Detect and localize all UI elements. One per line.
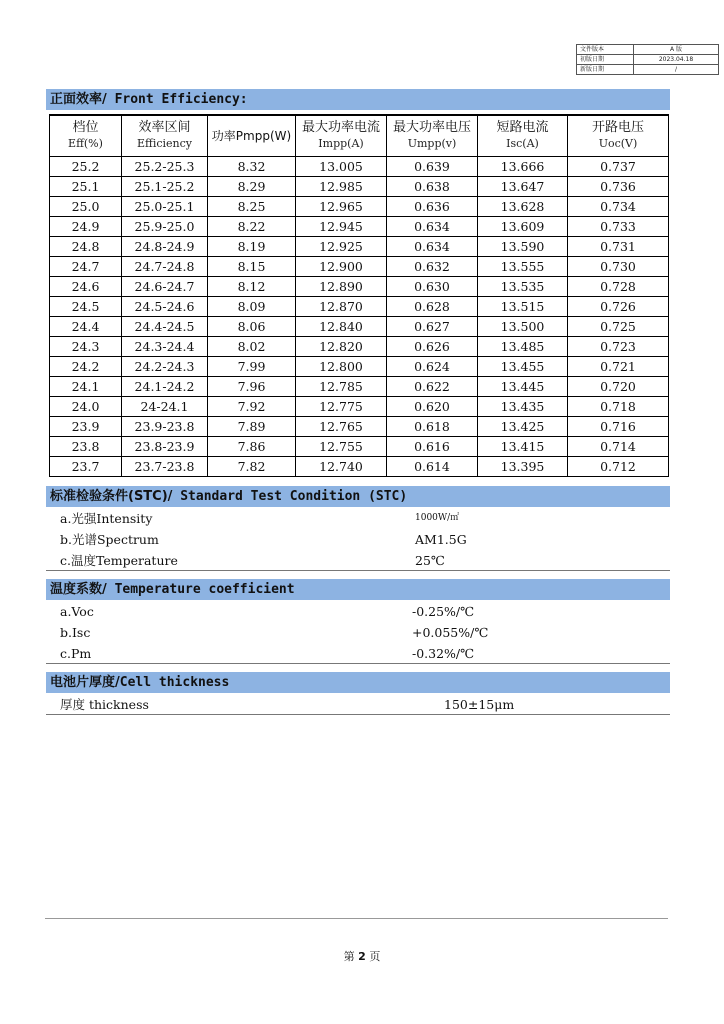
table-row (50, 217, 669, 237)
stc-list (46, 508, 670, 571)
cell-pmpp: 7.96 (208, 377, 296, 397)
cell-umpp: 0.638 (387, 177, 478, 197)
page-number-value: 2 (358, 950, 366, 963)
cell-isc: 13.555 (478, 257, 568, 277)
stc-row-spectrum (46, 529, 670, 550)
new-edition-date-row (577, 65, 719, 75)
cell-pmpp: 8.32 (208, 157, 296, 177)
cell-isc: 13.666 (478, 157, 568, 177)
cell-impp: 12.870 (296, 297, 387, 317)
cell-umpp: 0.622 (387, 377, 478, 397)
new-edition-date-value: / (634, 65, 719, 75)
thickness-row (46, 694, 670, 715)
table-header-row (50, 115, 669, 157)
cell-isc: 13.500 (478, 317, 568, 337)
cell-umpp: 0.630 (387, 277, 478, 297)
cell-pmpp: 8.02 (208, 337, 296, 357)
cell-efficiency-range: 24.3-24.4 (122, 337, 208, 357)
cell-efficiency-range: 24.2-24.3 (122, 357, 208, 377)
cell-impp: 12.890 (296, 277, 387, 297)
temperature-coefficient-title-cn: 温度系数/ (50, 582, 107, 597)
coeff-value: -0.25%/℃ (412, 604, 475, 619)
cell-uoc: 0.712 (568, 457, 669, 477)
temperature-coefficient-title-en: Temperature coefficient (106, 582, 295, 597)
cell-umpp: 0.628 (387, 297, 478, 317)
cell-impp: 12.765 (296, 417, 387, 437)
divider (46, 663, 670, 664)
stc-row-intensity (46, 508, 670, 529)
front-efficiency-title-en: Front Efficiency: (106, 92, 248, 107)
cell-isc: 13.647 (478, 177, 568, 197)
cell-efficiency-range: 24.5-24.6 (122, 297, 208, 317)
cell-uoc: 0.730 (568, 257, 669, 277)
stc-value: AM1.5G (415, 532, 467, 547)
first-edition-date-key: 初版日期 (577, 55, 634, 65)
cell-grade: 24.3 (50, 337, 122, 357)
cell-isc: 13.415 (478, 437, 568, 457)
stc-label: a.光强Intensity (60, 511, 153, 526)
cell-umpp: 0.620 (387, 397, 478, 417)
coeff-label: c.Pm (60, 646, 92, 661)
cell-efficiency-range: 25.2-25.3 (122, 157, 208, 177)
cell-grade: 24.9 (50, 217, 122, 237)
cell-uoc: 0.736 (568, 177, 669, 197)
table-row (50, 237, 669, 257)
cell-umpp: 0.627 (387, 317, 478, 337)
cell-umpp: 0.614 (387, 457, 478, 477)
cell-grade: 24.2 (50, 357, 122, 377)
coeff-value: -0.32%/℃ (412, 646, 475, 661)
cell-uoc: 0.731 (568, 237, 669, 257)
stc-value: 1000W/㎡ (415, 513, 460, 523)
cell-pmpp: 7.86 (208, 437, 296, 457)
header-grade: 档位 Eff(%) (50, 115, 122, 157)
table-row (50, 317, 669, 337)
cell-grade: 24.6 (50, 277, 122, 297)
cell-thickness-title-cn: 电池片厚度/ (50, 675, 120, 690)
header-umpp: 最大功率电压 Umpp(v) (387, 115, 478, 157)
cell-uoc: 0.725 (568, 317, 669, 337)
cell-impp: 12.755 (296, 437, 387, 457)
cell-grade: 24.5 (50, 297, 122, 317)
cell-isc: 13.515 (478, 297, 568, 317)
cell-isc: 13.445 (478, 377, 568, 397)
cell-umpp: 0.639 (387, 157, 478, 177)
cell-pmpp: 7.92 (208, 397, 296, 417)
cell-efficiency-range: 24.6-24.7 (122, 277, 208, 297)
cell-thickness-list (46, 694, 670, 715)
divider (46, 570, 670, 571)
cell-grade: 23.8 (50, 437, 122, 457)
cell-isc: 13.425 (478, 417, 568, 437)
coeff-row-pm (46, 643, 670, 664)
cell-pmpp: 8.06 (208, 317, 296, 337)
cell-pmpp: 8.12 (208, 277, 296, 297)
header-impp: 最大功率电流 Impp(A) (296, 115, 387, 157)
cell-uoc: 0.720 (568, 377, 669, 397)
cell-grade: 24.8 (50, 237, 122, 257)
cell-efficiency-range: 25.1-25.2 (122, 177, 208, 197)
cell-efficiency-range: 24.8-24.9 (122, 237, 208, 257)
cell-pmpp: 7.99 (208, 357, 296, 377)
cell-pmpp: 8.15 (208, 257, 296, 277)
cell-grade: 24.0 (50, 397, 122, 417)
temperature-coefficient-list (46, 601, 670, 664)
version-value: A 版 (634, 45, 719, 55)
cell-impp: 12.740 (296, 457, 387, 477)
cell-uoc: 0.737 (568, 157, 669, 177)
new-edition-date-key: 新版日期 (577, 65, 634, 75)
table-row (50, 157, 669, 177)
cell-isc: 13.435 (478, 397, 568, 417)
cell-isc: 13.395 (478, 457, 568, 477)
cell-grade: 23.9 (50, 417, 122, 437)
cell-isc: 13.535 (478, 277, 568, 297)
thickness-value: 150±15μm (444, 697, 515, 712)
cell-umpp: 0.634 (387, 237, 478, 257)
divider (46, 714, 670, 715)
cell-efficiency-range: 24.7-24.8 (122, 257, 208, 277)
stc-title-en: Standard Test Condition (STC) (172, 489, 408, 504)
cell-grade: 23.7 (50, 457, 122, 477)
cell-pmpp: 7.89 (208, 417, 296, 437)
stc-label: c.温度Temperature (60, 553, 178, 568)
table-row (50, 177, 669, 197)
cell-uoc: 0.718 (568, 397, 669, 417)
cell-umpp: 0.616 (387, 437, 478, 457)
stc-label: b.光谱Spectrum (60, 532, 159, 547)
front-efficiency-table (49, 114, 669, 477)
cell-impp: 12.965 (296, 197, 387, 217)
cell-pmpp: 7.82 (208, 457, 296, 477)
cell-efficiency-range: 24-24.1 (122, 397, 208, 417)
cell-uoc: 0.723 (568, 337, 669, 357)
cell-impp: 12.800 (296, 357, 387, 377)
cell-isc: 13.455 (478, 357, 568, 377)
temperature-coefficient-header (46, 579, 670, 600)
version-key: 文件版本 (577, 45, 634, 55)
header-pmpp: 功率Pmpp(W) (208, 115, 296, 157)
cell-uoc: 0.733 (568, 217, 669, 237)
front-efficiency-table-body (50, 157, 669, 477)
version-row (577, 45, 719, 55)
footer-divider (45, 918, 668, 919)
cell-impp: 12.945 (296, 217, 387, 237)
cell-grade: 24.4 (50, 317, 122, 337)
cell-pmpp: 8.19 (208, 237, 296, 257)
document-version-box (576, 44, 719, 75)
header-isc: 短路电流 Isc(A) (478, 115, 568, 157)
cell-isc: 13.628 (478, 197, 568, 217)
table-row (50, 337, 669, 357)
table-row (50, 377, 669, 397)
cell-umpp: 0.632 (387, 257, 478, 277)
stc-value: 25℃ (415, 553, 445, 568)
cell-grade: 24.1 (50, 377, 122, 397)
header-uoc: 开路电压 Uoc(V) (568, 115, 669, 157)
cell-uoc: 0.726 (568, 297, 669, 317)
coeff-label: a.Voc (60, 604, 94, 619)
table-row (50, 277, 669, 297)
cell-impp: 12.840 (296, 317, 387, 337)
cell-uoc: 0.728 (568, 277, 669, 297)
cell-impp: 13.005 (296, 157, 387, 177)
cell-uoc: 0.714 (568, 437, 669, 457)
coeff-label: b.Isc (60, 625, 91, 640)
table-row (50, 297, 669, 317)
cell-uoc: 0.734 (568, 197, 669, 217)
cell-grade: 25.1 (50, 177, 122, 197)
cell-umpp: 0.618 (387, 417, 478, 437)
front-efficiency-header (46, 89, 670, 110)
cell-impp: 12.785 (296, 377, 387, 397)
cell-impp: 12.900 (296, 257, 387, 277)
cell-pmpp: 8.29 (208, 177, 296, 197)
table-row (50, 417, 669, 437)
cell-impp: 12.925 (296, 237, 387, 257)
coeff-row-voc (46, 601, 670, 622)
cell-umpp: 0.634 (387, 217, 478, 237)
table-row (50, 357, 669, 377)
cell-uoc: 0.716 (568, 417, 669, 437)
cell-grade: 24.7 (50, 257, 122, 277)
stc-title-cn: 标准检验条件(STC)/ (50, 489, 173, 504)
cell-impp: 12.985 (296, 177, 387, 197)
cell-isc: 13.590 (478, 237, 568, 257)
cell-uoc: 0.721 (568, 357, 669, 377)
page-number (0, 948, 724, 964)
table-row (50, 457, 669, 477)
cell-umpp: 0.624 (387, 357, 478, 377)
cell-efficiency-range: 23.8-23.9 (122, 437, 208, 457)
coeff-value: +0.055%/℃ (412, 625, 489, 640)
cell-umpp: 0.626 (387, 337, 478, 357)
cell-pmpp: 8.22 (208, 217, 296, 237)
cell-isc: 13.609 (478, 217, 568, 237)
cell-efficiency-range: 23.7-23.8 (122, 457, 208, 477)
cell-efficiency-range: 24.1-24.2 (122, 377, 208, 397)
cell-isc: 13.485 (478, 337, 568, 357)
page-suffix: 页 (365, 950, 381, 963)
first-edition-date-value: 2023.04.18 (634, 55, 719, 65)
cell-efficiency-range: 23.9-23.8 (122, 417, 208, 437)
page-prefix: 第 (343, 950, 359, 963)
cell-pmpp: 8.25 (208, 197, 296, 217)
cell-efficiency-range: 24.4-24.5 (122, 317, 208, 337)
table-row (50, 397, 669, 417)
stc-row-temperature (46, 550, 670, 571)
cell-impp: 12.775 (296, 397, 387, 417)
cell-pmpp: 8.09 (208, 297, 296, 317)
stc-header (46, 486, 670, 507)
front-efficiency-title-cn: 正面效率/ (50, 92, 107, 107)
cell-grade: 25.0 (50, 197, 122, 217)
cell-umpp: 0.636 (387, 197, 478, 217)
coeff-row-isc (46, 622, 670, 643)
cell-thickness-title-en: Cell thickness (119, 675, 230, 690)
cell-thickness-header (46, 672, 670, 693)
header-efficiency-range: 效率区间 Efficiency (122, 115, 208, 157)
table-row (50, 437, 669, 457)
cell-efficiency-range: 25.0-25.1 (122, 197, 208, 217)
first-edition-date-row (577, 55, 719, 65)
cell-impp: 12.820 (296, 337, 387, 357)
table-row (50, 257, 669, 277)
table-row (50, 197, 669, 217)
cell-efficiency-range: 25.9-25.0 (122, 217, 208, 237)
thickness-label: 厚度 thickness (60, 697, 149, 712)
cell-grade: 25.2 (50, 157, 122, 177)
